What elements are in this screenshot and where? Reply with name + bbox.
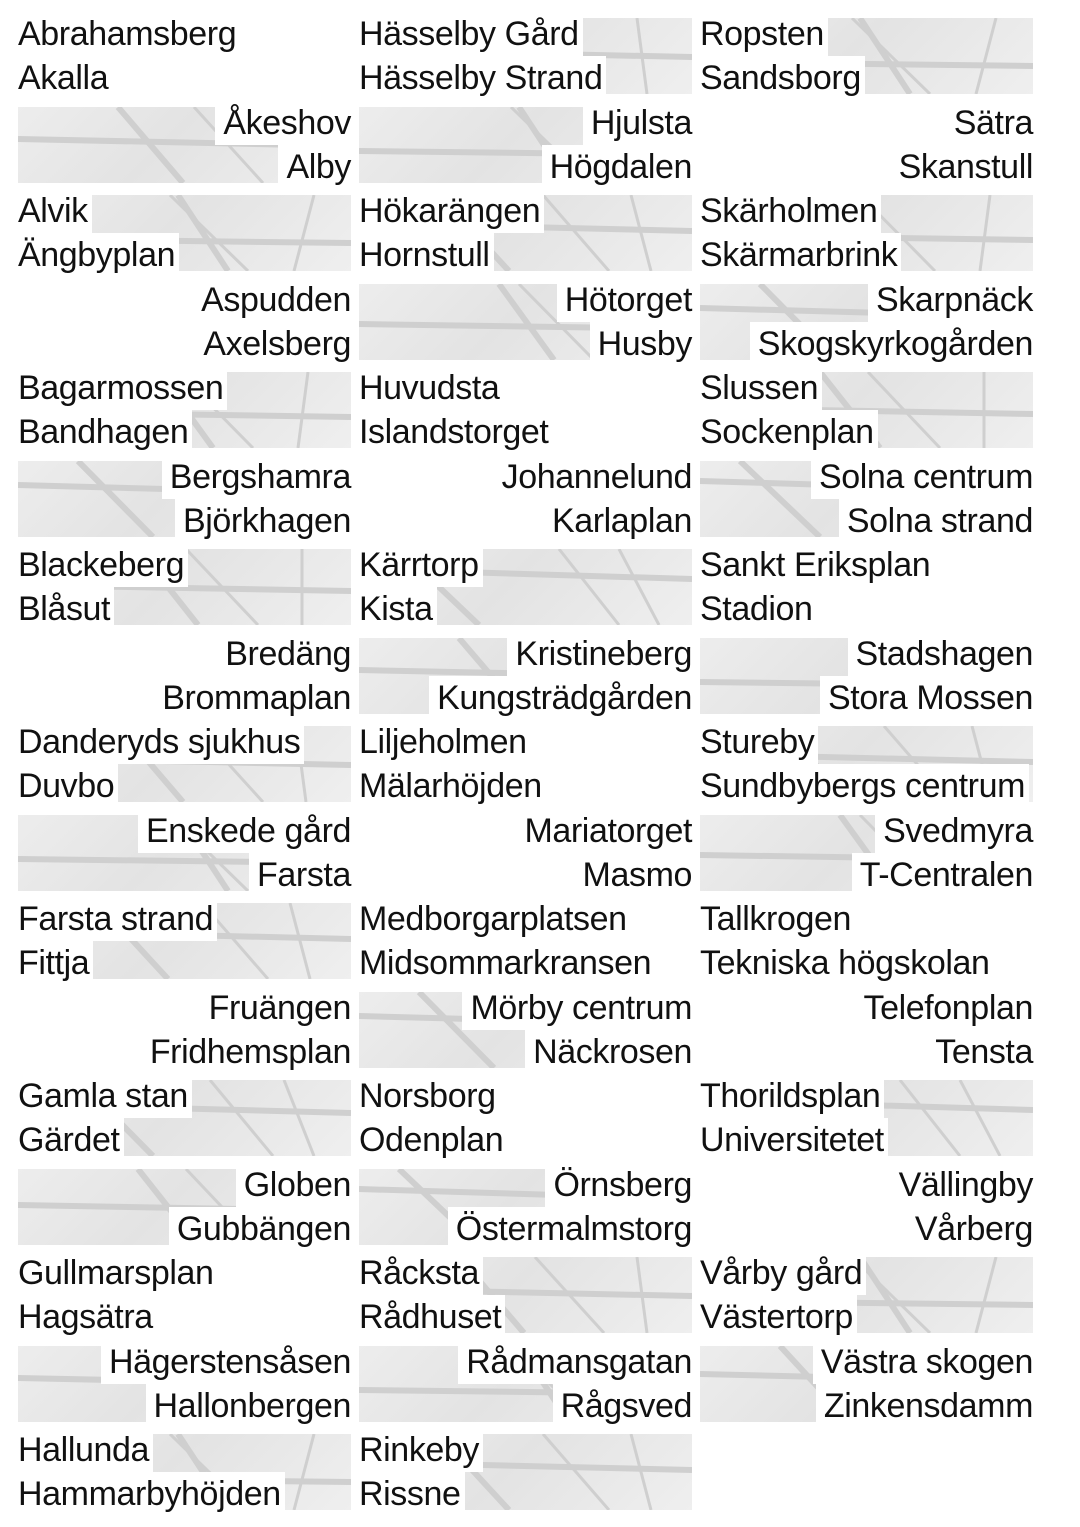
station-name: Sätra xyxy=(946,101,1033,145)
station-name: T-Centralen xyxy=(852,853,1033,897)
station-name: Sundbybergs centrum xyxy=(700,764,1029,808)
station-names xyxy=(359,189,692,278)
station-name: Danderyds sjukhus xyxy=(18,720,304,764)
station-name: Bandhagen xyxy=(18,410,192,454)
station-names xyxy=(359,897,692,986)
station-name: Hägerstensåsen xyxy=(101,1340,351,1384)
station-pair xyxy=(18,986,351,1075)
station-name: Gullmarsplan xyxy=(18,1251,218,1295)
station-names xyxy=(700,897,1033,986)
station-name: Vårby gård xyxy=(700,1251,866,1295)
station-name: Mariatorget xyxy=(516,809,692,853)
station-names xyxy=(700,720,1033,809)
station-names xyxy=(700,632,1033,721)
station-names xyxy=(18,1428,351,1517)
station-name: Karlaplan xyxy=(544,499,692,543)
station-pair xyxy=(18,632,351,721)
station-pair xyxy=(18,543,351,632)
station-name: Bredäng xyxy=(217,632,351,676)
station-name: Fittja xyxy=(18,941,93,985)
station-names xyxy=(18,278,351,367)
station-name: Medborgarplatsen xyxy=(359,897,631,941)
station-name: Stadion xyxy=(700,587,817,631)
station-pair xyxy=(18,1163,351,1252)
station-name: Stadshagen xyxy=(848,632,1034,676)
station-pair xyxy=(18,809,351,898)
station-pair xyxy=(359,809,692,898)
station-names xyxy=(18,12,351,101)
station-pair xyxy=(18,366,351,455)
station-pair xyxy=(359,632,692,721)
station-pair xyxy=(18,1074,351,1163)
station-name: Tallkrogen xyxy=(700,897,855,941)
station-name: Ängbyplan xyxy=(18,233,179,277)
station-pair xyxy=(359,278,692,367)
station-pair xyxy=(700,1163,1033,1252)
station-name: Alvik xyxy=(18,189,92,233)
station-name: Tensta xyxy=(927,1030,1033,1074)
station-name: Hökarängen xyxy=(359,189,544,233)
column-3 xyxy=(700,12,1033,1428)
station-name: Örnsberg xyxy=(545,1163,692,1207)
station-pair xyxy=(359,12,692,101)
station-pair xyxy=(359,1163,692,1252)
station-names xyxy=(359,12,692,101)
column-2 xyxy=(359,12,692,1517)
station-pair xyxy=(700,809,1033,898)
station-name: Rådhuset xyxy=(359,1295,505,1339)
station-name: Västertorp xyxy=(700,1295,857,1339)
station-name: Mörby centrum xyxy=(462,986,692,1030)
station-names xyxy=(18,632,351,721)
station-name: Sockenplan xyxy=(700,410,878,454)
station-name: Islandstorget xyxy=(359,410,552,454)
station-name: Odenplan xyxy=(359,1118,507,1162)
station-pair xyxy=(700,101,1033,190)
station-name: Hallonbergen xyxy=(146,1384,351,1428)
station-name: Svedmyra xyxy=(875,809,1033,853)
station-names xyxy=(700,366,1033,455)
station-names xyxy=(359,455,692,544)
station-names xyxy=(359,543,692,632)
station-pair xyxy=(359,1074,692,1163)
station-pair xyxy=(18,455,351,544)
station-name: Telefonplan xyxy=(855,986,1033,1030)
station-name: Slussen xyxy=(700,366,822,410)
station-pair xyxy=(700,897,1033,986)
station-names xyxy=(359,1251,692,1340)
station-pair xyxy=(18,278,351,367)
station-name: Hötorget xyxy=(557,278,692,322)
station-names xyxy=(18,1074,351,1163)
station-name: Stureby xyxy=(700,720,818,764)
station-names xyxy=(700,101,1033,190)
station-name: Hjulsta xyxy=(583,101,692,145)
station-pair xyxy=(359,101,692,190)
station-name: Alby xyxy=(278,145,351,189)
station-name: Abrahamsberg xyxy=(18,12,240,56)
station-name: Universitetet xyxy=(700,1118,888,1162)
station-name: Gubbängen xyxy=(169,1207,351,1251)
station-pair xyxy=(700,720,1033,809)
station-names xyxy=(700,986,1033,1075)
station-pair xyxy=(700,12,1033,101)
station-name: Blackeberg xyxy=(18,543,188,587)
station-names xyxy=(18,720,351,809)
station-name: Hammarbyhöjden xyxy=(18,1472,285,1516)
station-name: Västra skogen xyxy=(813,1340,1033,1384)
station-name: Rinkeby xyxy=(359,1428,483,1472)
station-name: Globen xyxy=(236,1163,351,1207)
station-name: Rådmansgatan xyxy=(458,1340,692,1384)
station-name: Kista xyxy=(359,587,437,631)
station-name: Johannelund xyxy=(494,455,692,499)
station-names xyxy=(18,897,351,986)
station-name: Aspudden xyxy=(193,278,351,322)
station-names xyxy=(700,543,1033,632)
station-name: Rissne xyxy=(359,1472,465,1516)
station-pair xyxy=(18,1428,351,1517)
station-names xyxy=(700,1074,1033,1163)
station-name: Axelsberg xyxy=(195,322,351,366)
station-name: Sankt Eriksplan xyxy=(700,543,934,587)
station-names xyxy=(359,632,692,721)
station-pair xyxy=(700,1074,1033,1163)
station-name: Vårberg xyxy=(907,1207,1033,1251)
station-name: Hässelby Gård xyxy=(359,12,583,56)
station-pair xyxy=(700,278,1033,367)
station-name: Kristineberg xyxy=(507,632,692,676)
station-pair xyxy=(359,986,692,1075)
station-name: Liljeholmen xyxy=(359,720,531,764)
station-name: Sandsborg xyxy=(700,56,865,100)
station-name: Östermalmstorg xyxy=(448,1207,692,1251)
station-name: Duvbo xyxy=(18,764,118,808)
station-pair xyxy=(700,986,1033,1075)
station-name: Brommaplan xyxy=(154,676,351,720)
station-name: Zinkensdamm xyxy=(816,1384,1033,1428)
station-names xyxy=(359,101,692,190)
station-names xyxy=(18,809,351,898)
station-name: Farsta strand xyxy=(18,897,217,941)
station-pair xyxy=(700,632,1033,721)
column-1 xyxy=(18,12,351,1517)
station-pair xyxy=(700,1251,1033,1340)
station-pair xyxy=(18,720,351,809)
station-names xyxy=(359,366,692,455)
station-names xyxy=(18,189,351,278)
station-name: Skogskyrkogården xyxy=(750,322,1033,366)
station-names xyxy=(359,809,692,898)
station-name: Rågsved xyxy=(553,1384,692,1428)
station-name: Åkeshov xyxy=(215,101,351,145)
station-name: Björkhagen xyxy=(175,499,351,543)
station-name: Husby xyxy=(590,322,692,366)
station-pair xyxy=(18,12,351,101)
station-name: Vällingby xyxy=(891,1163,1033,1207)
station-name: Ropsten xyxy=(700,12,828,56)
station-names xyxy=(700,455,1033,544)
station-pair xyxy=(18,189,351,278)
station-pair xyxy=(700,189,1033,278)
station-pair xyxy=(359,543,692,632)
station-names xyxy=(18,1340,351,1429)
station-pair xyxy=(18,101,351,190)
station-names xyxy=(18,986,351,1075)
station-name: Fruängen xyxy=(201,986,351,1030)
station-names xyxy=(700,1163,1033,1252)
station-name: Kärrtorp xyxy=(359,543,483,587)
station-name: Farsta xyxy=(249,853,351,897)
station-pair xyxy=(359,720,692,809)
station-names xyxy=(359,986,692,1075)
station-pair xyxy=(18,897,351,986)
station-name: Midsommarkransen xyxy=(359,941,655,985)
station-name: Blåsut xyxy=(18,587,114,631)
station-names xyxy=(359,720,692,809)
station-pair xyxy=(359,1340,692,1429)
station-names xyxy=(359,1163,692,1252)
station-name: Råcksta xyxy=(359,1251,483,1295)
station-names xyxy=(18,101,351,190)
station-names xyxy=(700,1340,1033,1429)
station-names xyxy=(359,278,692,367)
station-pair xyxy=(359,366,692,455)
station-names xyxy=(700,278,1033,367)
station-name: Thorildsplan xyxy=(700,1074,884,1118)
station-names xyxy=(359,1340,692,1429)
station-name: Norsborg xyxy=(359,1074,500,1118)
station-names xyxy=(700,189,1033,278)
station-names xyxy=(700,809,1033,898)
station-names xyxy=(18,366,351,455)
station-pair xyxy=(18,1251,351,1340)
station-names xyxy=(18,1163,351,1252)
station-name: Näckrosen xyxy=(525,1030,692,1074)
station-name: Hornstull xyxy=(359,233,494,277)
station-pair xyxy=(359,455,692,544)
station-pair xyxy=(700,1340,1033,1429)
station-name: Skärholmen xyxy=(700,189,881,233)
station-name: Stora Mossen xyxy=(820,676,1033,720)
station-name: Fridhemsplan xyxy=(142,1030,351,1074)
station-name: Solna strand xyxy=(839,499,1033,543)
station-name: Enskede gård xyxy=(138,809,351,853)
station-names xyxy=(18,543,351,632)
station-name: Skarpnäck xyxy=(868,278,1033,322)
station-name: Masmo xyxy=(575,853,692,897)
station-name: Huvudsta xyxy=(359,366,503,410)
station-name: Akalla xyxy=(18,56,112,100)
station-pair xyxy=(700,455,1033,544)
station-name: Tekniska högskolan xyxy=(700,941,994,985)
station-name: Högdalen xyxy=(542,145,692,189)
station-names xyxy=(18,1251,351,1340)
station-name: Hagsätra xyxy=(18,1295,157,1339)
station-pair xyxy=(359,1428,692,1517)
station-names xyxy=(18,455,351,544)
station-name: Gärdet xyxy=(18,1118,124,1162)
station-pair xyxy=(359,189,692,278)
station-pair xyxy=(359,1251,692,1340)
station-name: Skanstull xyxy=(891,145,1033,189)
station-name: Bagarmossen xyxy=(18,366,227,410)
station-pair xyxy=(700,543,1033,632)
station-pair xyxy=(359,897,692,986)
station-names xyxy=(359,1428,692,1517)
station-names xyxy=(700,12,1033,101)
station-name: Solna centrum xyxy=(811,455,1033,499)
station-names xyxy=(359,1074,692,1163)
station-name: Gamla stan xyxy=(18,1074,192,1118)
station-pair xyxy=(18,1340,351,1429)
station-name: Mälarhöjden xyxy=(359,764,546,808)
station-name: Hallunda xyxy=(18,1428,153,1472)
station-names xyxy=(700,1251,1033,1340)
station-name: Bergshamra xyxy=(162,455,351,499)
station-pair xyxy=(700,366,1033,455)
station-name: Hässelby Strand xyxy=(359,56,606,100)
station-name: Skärmarbrink xyxy=(700,233,901,277)
station-name: Kungsträdgården xyxy=(429,676,692,720)
